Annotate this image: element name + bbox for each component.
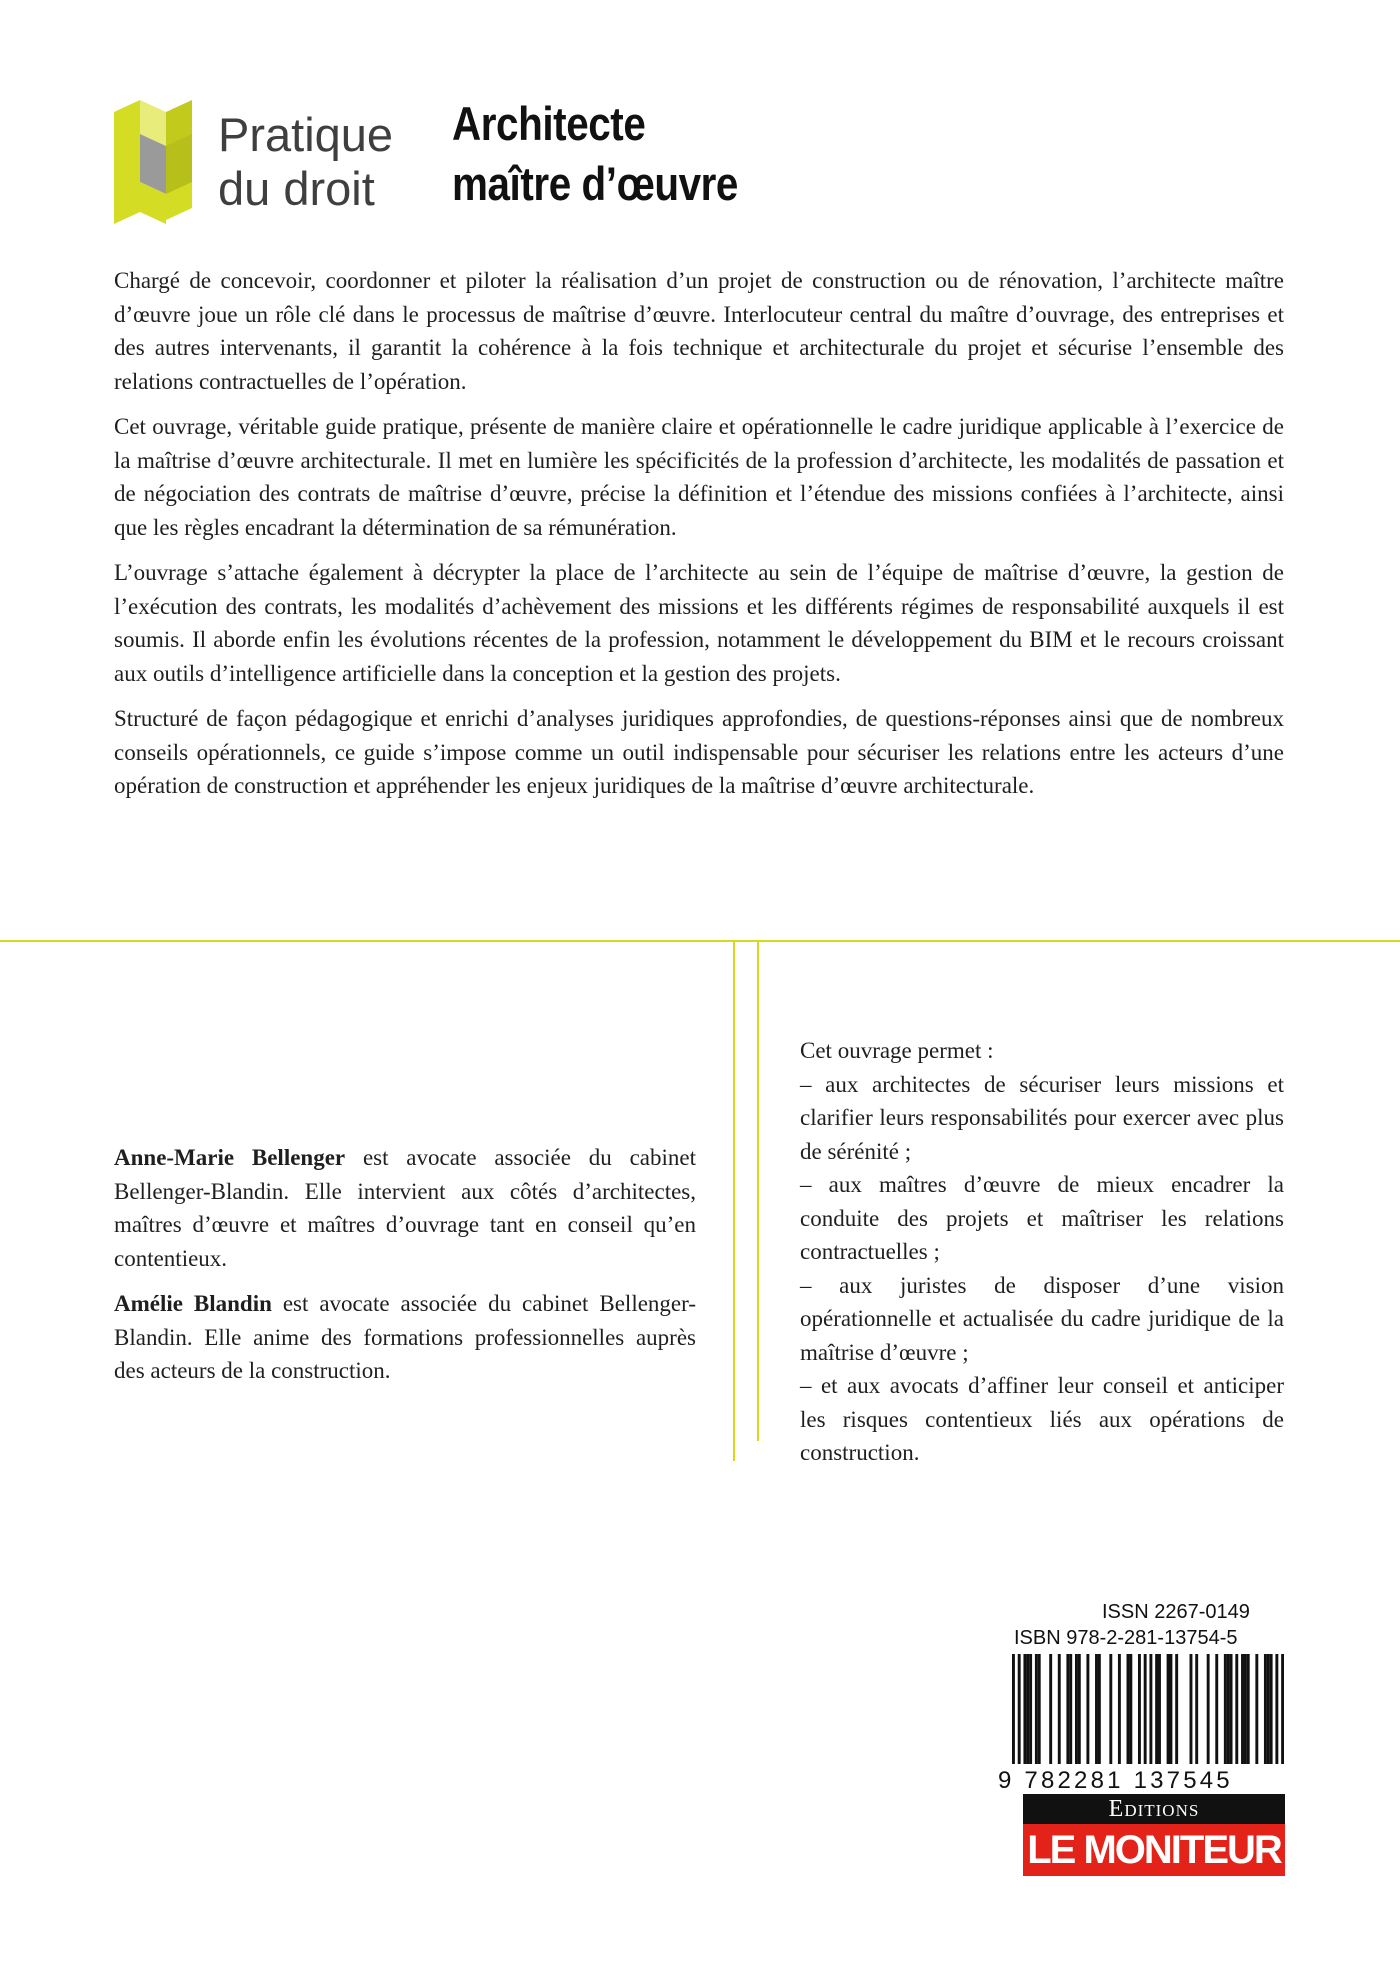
- barcode-bar: [1270, 1654, 1273, 1764]
- book-title: [452, 94, 738, 214]
- barcode-bar: [1138, 1654, 1141, 1764]
- barcode-bar: [1118, 1654, 1121, 1764]
- barcode-bar: [1144, 1654, 1147, 1764]
- title-line-1: Architecte: [452, 97, 646, 150]
- barcode-bar: [1227, 1654, 1230, 1764]
- barcode-bar: [1075, 1654, 1078, 1764]
- barcode-bar: [1149, 1654, 1152, 1764]
- barcode-bar: [1098, 1654, 1101, 1764]
- issn-label: ISSN 2267-0149: [1102, 1601, 1250, 1623]
- barcode-bar: [1018, 1654, 1021, 1764]
- benefit-item: – aux architectes de sécuriser leurs missions et clarifier leurs responsabilités pour exercer avec plus de sérénité ;: [800, 1071, 1284, 1164]
- barcode-bar: [1066, 1654, 1069, 1764]
- barcode-bar: [1190, 1654, 1193, 1764]
- barcode-bar: [1167, 1654, 1170, 1764]
- editions-rest: DITIONS: [1124, 1801, 1200, 1820]
- author-description: est avocate associée du cabinet Bellenger-Blandin. Elle anime des formations professionnelles auprès des acteurs de la construction.: [114, 1291, 696, 1383]
- barcode-bar: [1049, 1654, 1052, 1764]
- barcode-bar: [1244, 1654, 1247, 1764]
- benefit-item: – et aux avocats d’affiner leur conseil et anticiper les risques contentieux liés aux opérations de construction.: [800, 1373, 1284, 1465]
- barcode-bar: [1247, 1654, 1250, 1764]
- pratique-du-droit-logo-icon: [114, 96, 204, 224]
- author-name: Amélie Blandin: [114, 1291, 272, 1316]
- barcode-icon: [1012, 1654, 1284, 1764]
- authors-section: [114, 1141, 696, 1400]
- barcode-bar: [1029, 1654, 1032, 1764]
- barcode-bar: [1224, 1654, 1227, 1764]
- barcode-bar: [1235, 1654, 1238, 1764]
- series-line-1: Pratique: [218, 108, 394, 161]
- barcode-bar: [1012, 1654, 1015, 1764]
- benefits-section: [800, 1034, 1284, 1470]
- barcode-bar: [1109, 1654, 1112, 1764]
- horizontal-divider: [0, 940, 1400, 942]
- barcode-bar: [1169, 1654, 1172, 1764]
- barcode-bar: [1230, 1654, 1233, 1764]
- book-summary: [114, 264, 1284, 815]
- barcode-bar: [1078, 1654, 1081, 1764]
- barcode-bar: [1207, 1654, 1210, 1764]
- barcode-bar: [1275, 1654, 1278, 1764]
- barcode-bar: [1035, 1654, 1038, 1764]
- benefit-item: – aux juristes de disposer d’une vision opérationnelle et actualisée du cadre juridique de la maîtrise d’œuvre ;: [800, 1272, 1284, 1365]
- barcode-bar: [1038, 1654, 1041, 1764]
- summary-paragraph: Chargé de concevoir, coordonner et piloter la réalisation d’un projet de construction ou de rénovation, l’architecte maître d’œuvre joue un rôle clé dans le processus de maîtrise d’œuvre. Interlocuteur central du maître d’ouvrage, des entreprises et des autres intervenants, il garantit la cohérence à la fois technique et architecturale du projet et sécurise l’ensemble des relations contractuelles de l’opération.: [114, 268, 1284, 394]
- benefits-intro: Cet ouvrage permet :: [800, 1038, 994, 1063]
- barcode-bar: [1026, 1654, 1029, 1764]
- vertical-divider-left: [733, 941, 735, 1461]
- publisher-logo: LE MONITEUR: [1023, 1824, 1285, 1876]
- barcode-bar: [1281, 1654, 1284, 1764]
- series-line-2: du droit: [218, 162, 375, 215]
- author-bio: [114, 1141, 696, 1275]
- barcode-bar: [1241, 1654, 1244, 1764]
- summary-paragraph: Structuré de façon pédagogique et enrichi d’analyses juridiques approfondies, de questions-réponses ainsi que de nombreux conseils opérationnels, ce guide s’impose comme un outil indispensable pour sécuriser les relations entre les acteurs d’une opération de construction et appréhender les enjeux juridiques de la maîtrise d’œuvre architecturale.: [114, 706, 1284, 798]
- author-bio: [114, 1287, 696, 1388]
- publisher-editions-band: [1023, 1794, 1285, 1824]
- barcode-bar: [1175, 1654, 1178, 1764]
- barcode-bar: [1127, 1654, 1130, 1764]
- barcode-bar: [1195, 1654, 1198, 1764]
- barcode-bar: [1215, 1654, 1218, 1764]
- summary-paragraph: Cet ouvrage, véritable guide pratique, présente de manière claire et opérationnelle le cadre juridique applicable à l’exercice de la maîtrise d’œuvre architecturale. Il met en lumière les spécificités de la profession d’architecte, les modalités de passation et de négociation des contrats de maîtrise d’œuvre, précise la définition et l’étendue des missions confiées à l’architecte, ainsi que les règles encadrant la détermination de sa rémunération.: [114, 414, 1284, 540]
- barcode-bar: [1155, 1654, 1158, 1764]
- series-name: [218, 108, 393, 216]
- title-line-2: maître d’œuvre: [452, 157, 738, 210]
- author-name: Anne-Marie Bellenger: [114, 1145, 346, 1170]
- barcode-bar: [1158, 1654, 1161, 1764]
- barcode-bar: [1267, 1654, 1270, 1764]
- barcode-bar: [1069, 1654, 1072, 1764]
- barcode-bar: [1058, 1654, 1061, 1764]
- barcode-bar: [1023, 1654, 1026, 1764]
- barcode-bar: [1129, 1654, 1132, 1764]
- barcode-bar: [1264, 1654, 1267, 1764]
- ean-digits: 9 782281 137545: [998, 1767, 1233, 1794]
- barcode-bar: [1086, 1654, 1089, 1764]
- isbn-label: ISBN 978-2-281-13754-5: [1014, 1627, 1238, 1649]
- summary-paragraph: L’ouvrage s’attache également à décrypter la place de l’architecte au sein de l’équipe de maîtrise d’œuvre, la gestion de l’exécution des contrats, les modalités d’achèvement des missions et les différents régimes de responsabilité auxquels il est soumis. Il aborde enfin les évolutions récentes de la profession, notamment le développement du BIM et le recours croissant aux outils d’intelligence artificielle dans la conception et la gestion des projets.: [114, 560, 1284, 686]
- benefit-item: – aux maîtres d’œuvre de mieux encadrer la conduite des projets et maîtriser les relations contractuelles ;: [800, 1172, 1284, 1264]
- editions-initial: E: [1108, 1796, 1125, 1822]
- vertical-divider-right: [757, 941, 759, 1441]
- author-description: est avocate associée du cabinet Bellenger-Blandin. Elle intervient aux côtés d’architectes, maîtres d’œuvre et maîtres d’ouvrage tant en conseil qu’en contentieux.: [114, 1145, 696, 1271]
- barcode-bar: [1255, 1654, 1258, 1764]
- barcode-bar: [1095, 1654, 1098, 1764]
